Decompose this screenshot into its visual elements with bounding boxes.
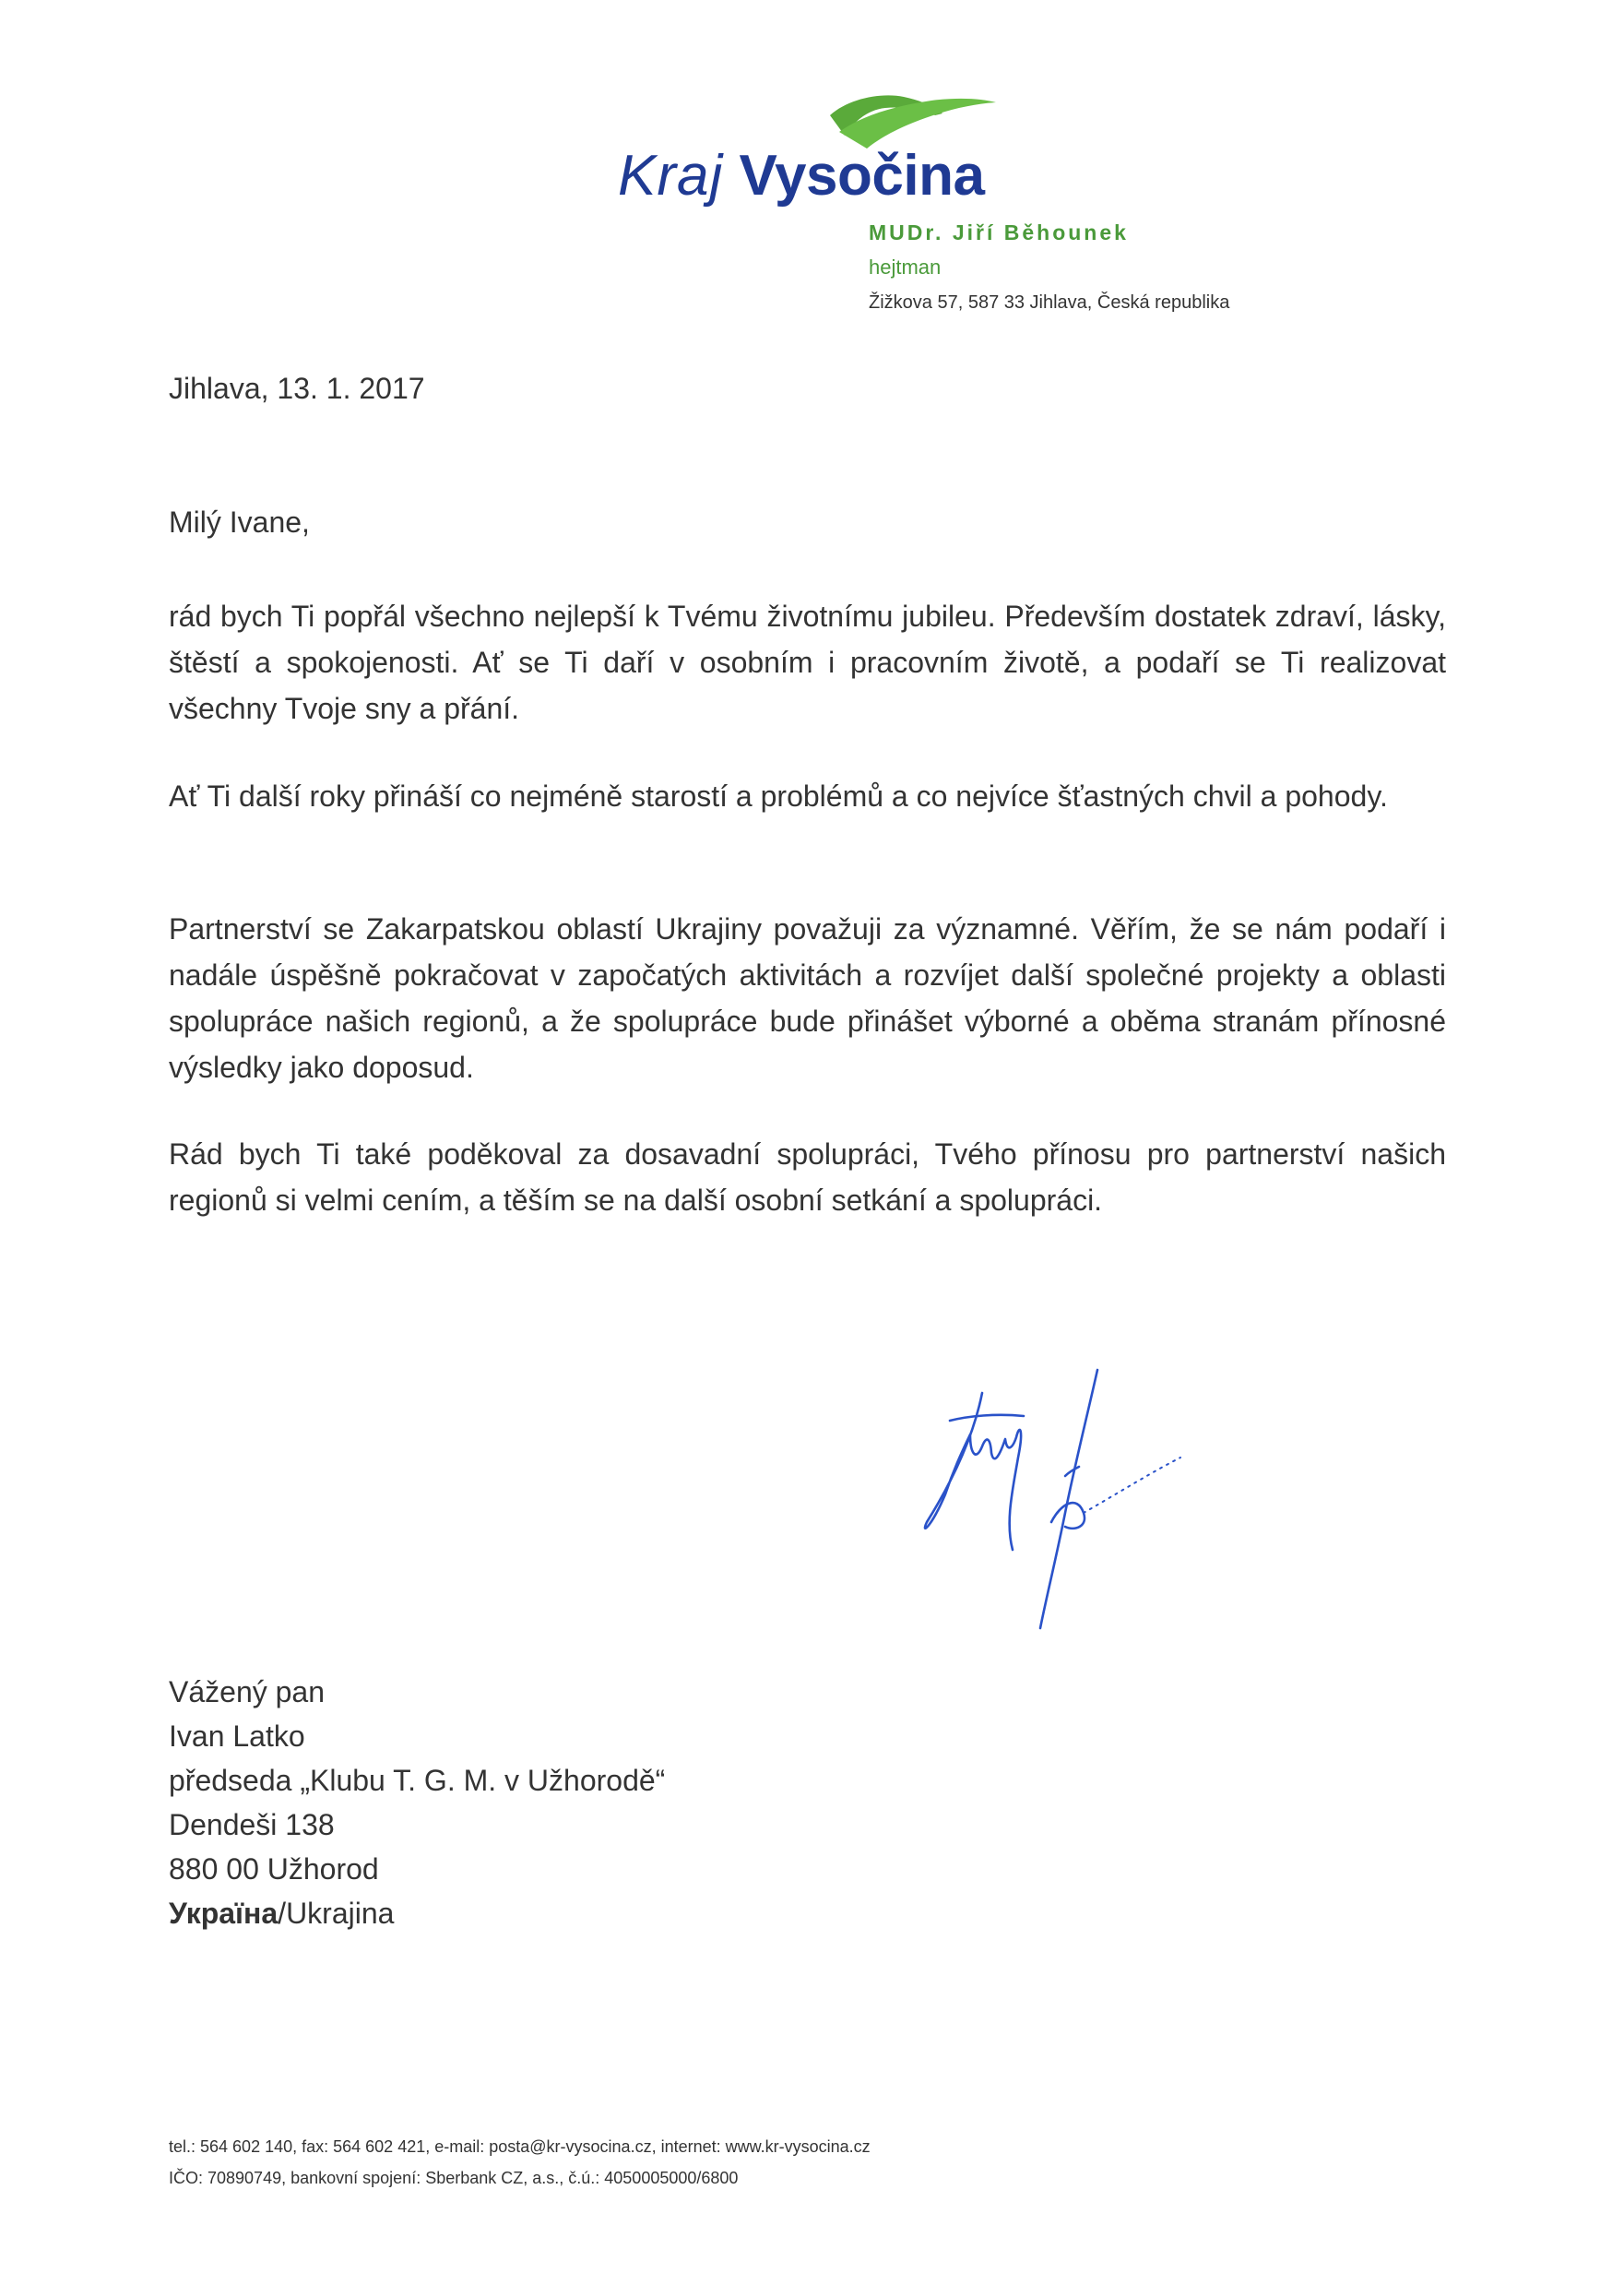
recipient-position: předseda „Klubu T. G. M. v Užhorodě“ bbox=[169, 1764, 666, 1797]
recipient-salutation: Vážený pan bbox=[169, 1675, 326, 1708]
recipient-city: 880 00 Užhorod bbox=[169, 1852, 379, 1886]
footer-contacts bbox=[169, 2131, 871, 2194]
logo-text-bold: Vysočina bbox=[739, 144, 985, 208]
sender-block bbox=[869, 215, 1229, 320]
letter-paragraph-2: Ať Ti další roky přináší co nejméně starostí a problémů a co nejvíce šťastných chvil a pohody. bbox=[169, 779, 1388, 813]
logo bbox=[618, 88, 1005, 208]
letter-paragraph-4: Rád bych Ti také poděkoval za dosavadní spolupráci, Tvého přínosu pro partnerství našich regionů si velmi cením, a těším se na další osobní setkání a spolupráci. bbox=[169, 1137, 1446, 1217]
letter-date: Jihlava, 13. 1. 2017 bbox=[169, 372, 425, 405]
letter-paragraph-1: rád bych Ti popřál všechno nejlepší k Tvému životnímu jubileu. Především dostatek zdraví, lásky, štěstí a spokojenosti. Ať se Ti daří v osobním i pracovním životě, a podaří se Ti realizovat všechny Tvoje sny a přání. bbox=[169, 600, 1446, 725]
handwritten-signature bbox=[913, 1365, 1227, 1647]
footer-line-1: tel.: 564 602 140, fax: 564 602 421, e-mail: posta@kr-vysocina.cz, internet: www.kr-vysocina.cz bbox=[169, 2137, 871, 2156]
recipient-country-latin: /Ukrajina bbox=[278, 1897, 395, 1930]
recipient-country-native: Україна bbox=[169, 1897, 279, 1930]
logo-text-light: Kraj bbox=[618, 144, 724, 208]
recipient-address bbox=[169, 1670, 665, 1935]
recipient-street: Dendeši 138 bbox=[169, 1808, 335, 1841]
sender-address: Žižkova 57, 587 33 Jihlava, Česká republika bbox=[869, 292, 1230, 313]
logo-wordmark bbox=[618, 143, 984, 208]
sender-name: MUDr. Jiří Běhounek bbox=[869, 220, 1129, 244]
recipient-name: Ivan Latko bbox=[169, 1720, 305, 1753]
recipient-country bbox=[169, 1891, 665, 1935]
signature-icon bbox=[913, 1365, 1227, 1642]
sender-role: hejtman bbox=[869, 256, 942, 279]
letter-greeting: Milý Ivane, bbox=[169, 506, 310, 539]
letter-paragraph-3: Partnerství se Zakarpatskou oblastí Ukrajiny považuji za významné. Věřím, že se nám podaří i nadále úspěšně pokračovat v započatých aktivitách a rozvíjet další společné projekty a oblasti spolupráce našich regionů, a že spolupráce bude přinášet výborné a oběma stranám přínosné výsledky jako doposud. bbox=[169, 912, 1446, 1084]
footer-line-2: IČO: 70890749, bankovní spojení: Sberbank CZ, a.s., č.ú.: 4050005000/6800 bbox=[169, 2169, 739, 2187]
